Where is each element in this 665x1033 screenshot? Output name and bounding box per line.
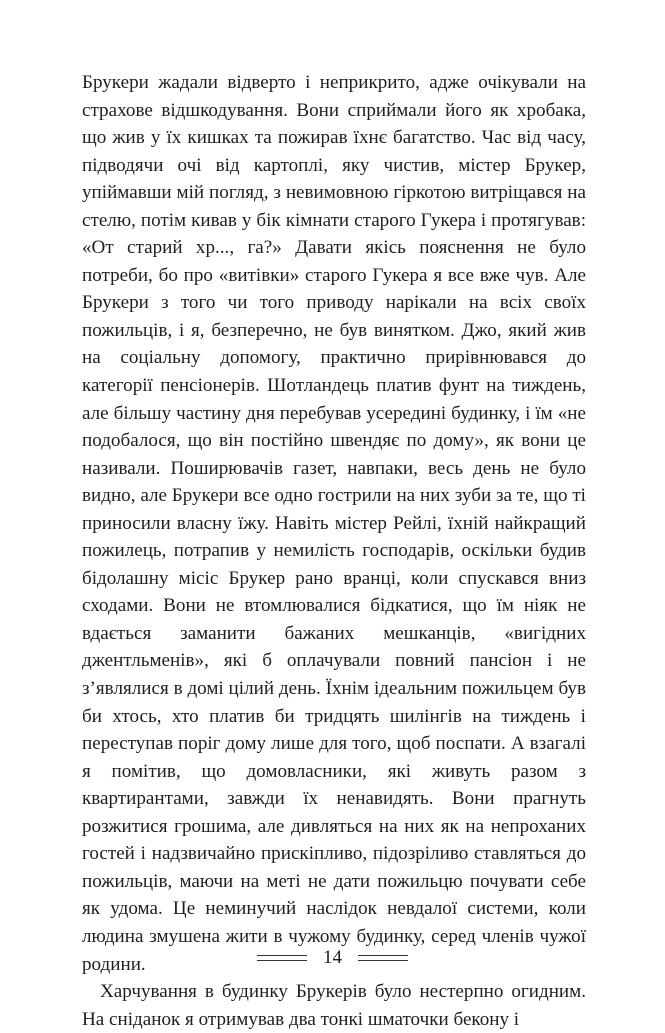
- paragraph-2: Харчування в будинку Брукерів було нестерпно огидним. На сніданок я отримував два тонкі шматочки бекону і: [82, 981, 586, 1030]
- page-footer: [0, 944, 665, 972]
- page-body-text: [82, 69, 586, 1033]
- paragraph-1: Брукери жадали відверто і неприкрито, адже очікували на страхове відшкодування. Вони сприймали його як хробака, що жив у їх кишках та пожирав їхнє багатство. Час від часу, підводячи очі від картоплі, яку чистив, містер Брукер, упіймавши мій погляд, з невимовною гіркотою витріщався на стелю, потім кивав у бік кімнати старого Гукера і протягував: «От старий хр..., га?» Давати якісь пояснення не було потреби, бо про «витівки» старого Гукера я все вже чув. Але Брукери з того чи того приводу нарікали на всіх своїх пожильців, і я, безперечно, не був винятком. Джо, який жив на соціальну допомогу, практично прирівнювався до категорії пенсіонерів. Шотландець платив фунт на тиждень, але більшу частину дня перебував усередині будинку, і їм «не подобалося, що він постійно швендяє по дому», як вони це називали. Поширювачів газет, навпаки, весь день не було видно, але Брукери все одно гострили на них зуби за те, що ті приносили власну їжу. Навіть містер Рейлі, їхній найкращий пожилець, потрапив у немилість господарів, оскільки будив бідолашну місіс Брукер рано вранці, коли спускався вниз сходами. Вони не втомлювалися бідкатися, що їм ніяк не вдається заманити бажаних мешканців, «вигідних джентльменів», які б оплачували повний пансіон і не з’являлися в домі цілий день. Їхнім ідеальним пожильцем був би хтось, хто платив би тридцять шилінгів на тиждень і переступав поріг дому лише для того, щоб поспати. А взагалі я помітив, що домовласники, які живуть разом з квартирантами, завжди їх ненавидять. Вони прагнуть розжитися грошима, але дивляться на них як на непроханих гостей і надзвичайно прискіпливо, підозріливо ставляться до пожильців, маючи на меті не дати пожильцю почувати себе як удома. Це неминучий наслідок невдалої системи, коли людина змушена жити в чужому будинку, серед членів чужої родини.: [82, 72, 586, 975]
- footer-rule-right: [358, 955, 408, 961]
- page-number: 14: [323, 947, 342, 968]
- footer-rule-left: [257, 955, 307, 961]
